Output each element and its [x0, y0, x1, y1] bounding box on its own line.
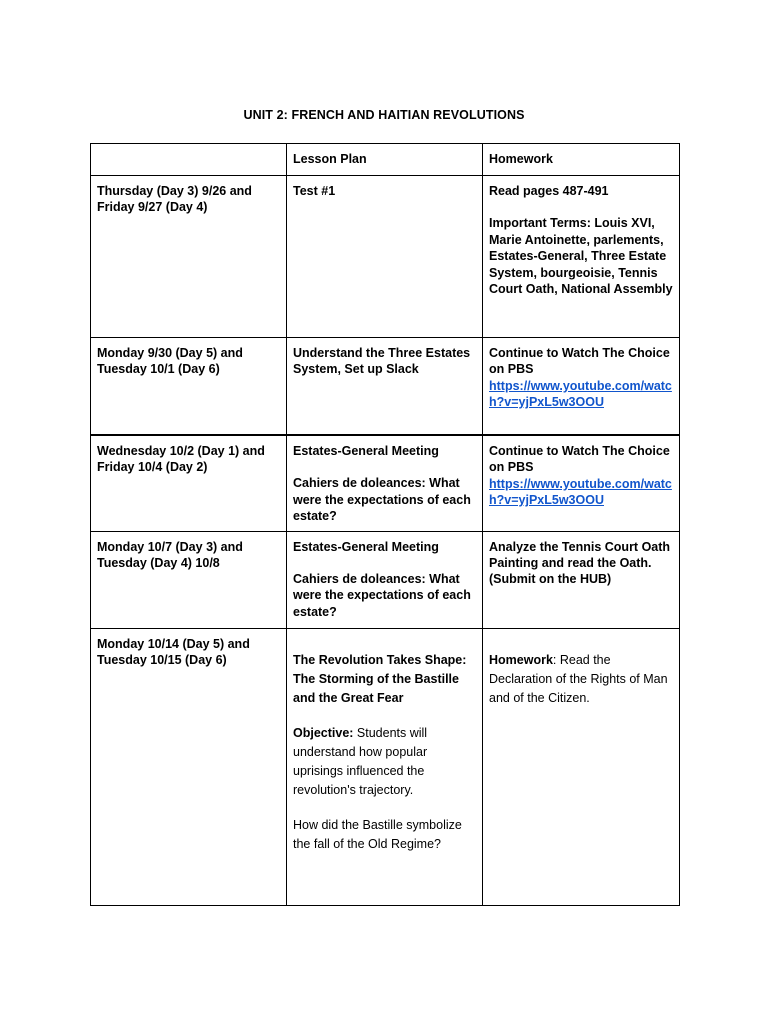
table-row	[91, 176, 680, 338]
lesson-cell: Test #1	[287, 176, 483, 338]
lesson-topic: Estates-General Meeting	[293, 539, 439, 554]
lesson-cell	[287, 628, 483, 905]
table-row	[91, 531, 680, 628]
homework-cell	[483, 338, 680, 436]
lesson-question: How did the Bastille symbolize the fall of the Old Regime?	[293, 817, 462, 851]
objective-label: Objective:	[293, 725, 354, 740]
homework-label: Homework	[489, 652, 553, 667]
header-cell-homework: Homework	[483, 144, 680, 176]
youtube-link[interactable]: https://www.youtube.com/watch?v=yjPxL5w3OOU	[489, 476, 672, 508]
objective-text: Students will understand how popular uprisings influenced the revolution's trajectory.	[293, 725, 428, 797]
lesson-question: Cahiers de doleances: What were the expectations of each estate?	[293, 476, 471, 524]
lesson-question: Cahiers de doleances: What were the expectations of each estate?	[293, 572, 471, 619]
lesson-schedule-table	[90, 143, 680, 906]
header-cell-lesson-plan: Lesson Plan	[287, 144, 483, 176]
lesson-objective	[293, 724, 476, 800]
homework-cell: Analyze the Tennis Court Oath Painting and read the Oath. (Submit on the HUB)	[483, 531, 680, 628]
important-terms-continued: Estates-General, Three Estate System, bourgeoisie, Tennis Court Oath, National Assembly	[489, 249, 673, 297]
header-cell-date	[91, 144, 287, 176]
homework-reading: Read pages 487-491	[489, 184, 609, 198]
lesson-cell	[287, 531, 483, 628]
lesson-cell	[287, 435, 483, 531]
lesson-topic: Estates-General Meeting	[293, 444, 439, 458]
homework-instruction: : Read the Declaration of the Rights of Man and of the Citizen.	[489, 652, 668, 705]
table-row	[91, 628, 680, 905]
date-cell: Wednesday 10/2 (Day 1) and Friday 10/4 (Day 2)	[91, 435, 287, 531]
date-cell: Monday 10/14 (Day 5) and Tuesday 10/15 (Day 6)	[91, 628, 287, 905]
date-cell: Monday 10/7 (Day 3) and Tuesday (Day 4) 10/8	[91, 531, 287, 628]
important-terms: Important Terms: Louis XVI, Marie Antoinette, parlements,	[489, 216, 664, 247]
homework-text: Continue to Watch The Choice on PBS	[489, 444, 670, 475]
homework-cell	[483, 628, 680, 905]
lesson-cell: Understand the Three Estates System, Set up Slack	[287, 338, 483, 436]
date-cell: Monday 9/30 (Day 5) and Tuesday 10/1 (Day 6)	[91, 338, 287, 436]
lesson-heading: The Revolution Takes Shape: The Storming of the Bastille and the Great Fear	[293, 652, 467, 705]
homework-text	[489, 651, 673, 708]
date-cell: Thursday (Day 3) 9/26 and Friday 9/27 (Day 4)	[91, 176, 287, 338]
youtube-link[interactable]: https://www.youtube.com/watch?v=yjPxL5w3OOU	[489, 378, 672, 410]
page-title: UNIT 2: FRENCH AND HAITIAN REVOLUTIONS	[243, 108, 525, 122]
homework-cell	[483, 435, 680, 531]
table-row	[91, 338, 680, 436]
table-row	[91, 435, 680, 531]
homework-cell	[483, 176, 680, 338]
table-header-row	[91, 144, 680, 176]
homework-text: Continue to Watch The Choice on PBS	[489, 346, 670, 377]
